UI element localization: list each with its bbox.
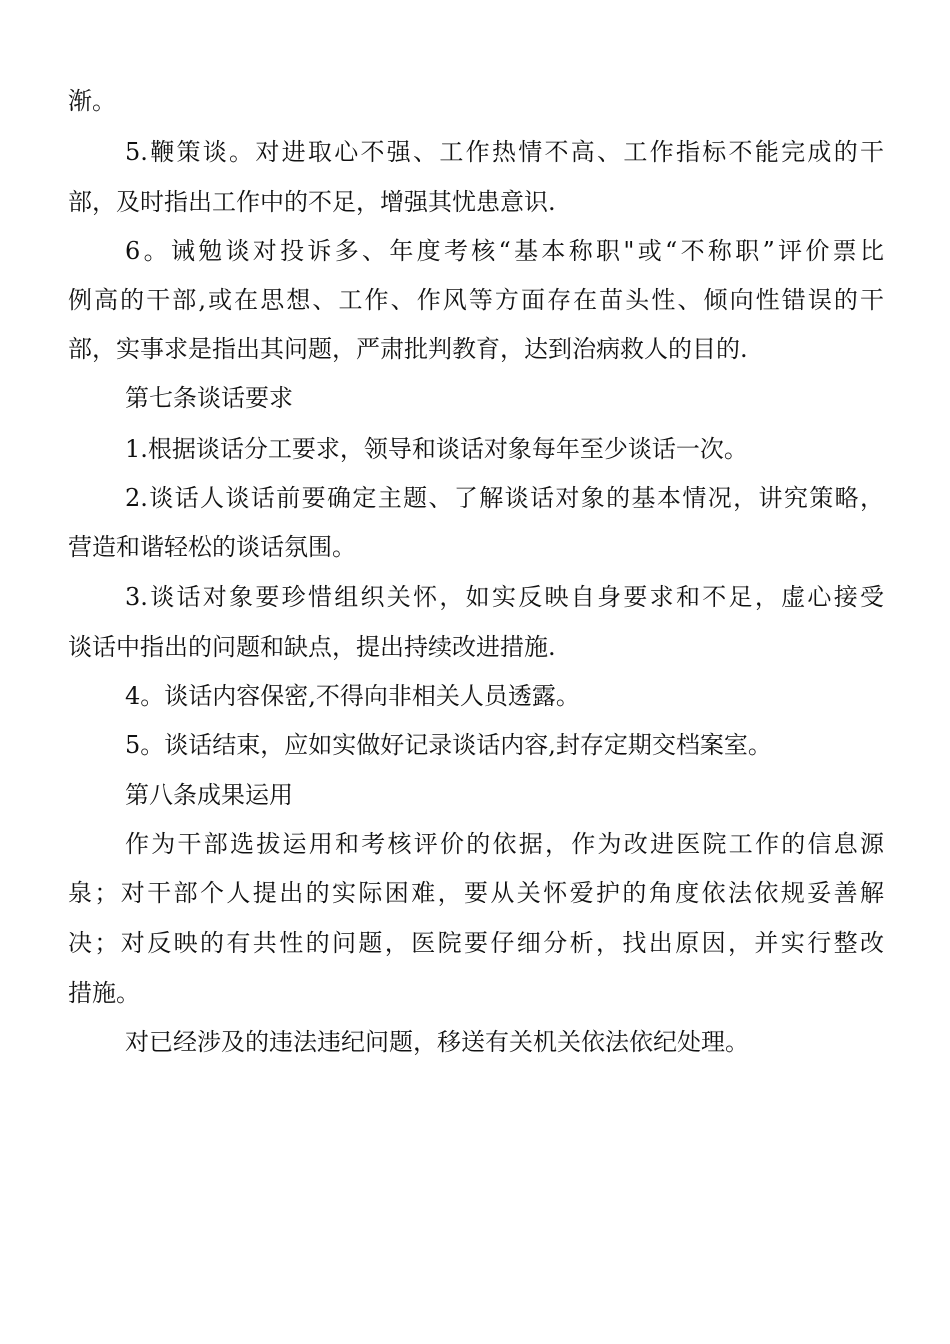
- text-line: [0, 127, 950, 177]
- line-text: 决；对反映的有共性的问题，医院要仔细分析，找出原因，并实行整改: [68, 929, 884, 957]
- line-text: 作为干部选拔运用和考核评价的依据，作为改进医院工作的信息源: [125, 830, 884, 858]
- text-line: [0, 1017, 950, 1067]
- text-line: [0, 918, 950, 968]
- text-line: [0, 177, 950, 227]
- text-line: [0, 622, 950, 672]
- heading-text: 第七条谈话要求: [125, 384, 293, 412]
- line-text: 渐。: [68, 87, 116, 115]
- text-line: [0, 324, 950, 374]
- line-text: 6。诫勉谈对投诉多、年度考核“基本称职"或“不称职”评价票比: [125, 237, 884, 265]
- line-text: 泉；对干部个人提出的实际困难，要从关怀爱护的角度依法依规妥善解: [68, 879, 884, 907]
- line-text: 措施。: [68, 979, 140, 1007]
- heading-text: 第八条成果运用: [125, 781, 293, 809]
- line-text: 谈话中指出的问题和缺点，提出持续改进措施.: [68, 633, 556, 661]
- line-text: 3.谈话对象要珍惜组织关怀，如实反映自身要求和不足，虚心接受: [125, 583, 884, 611]
- line-text: 营造和谐轻松的谈话氛围。: [68, 533, 356, 561]
- line-text: 部，实事求是指出其问题，严肃批判教育，达到治病救人的目的.: [68, 335, 748, 363]
- text-line: [0, 968, 950, 1018]
- section-heading: [0, 373, 950, 423]
- line-text: 部，及时指出工作中的不足，增强其忧患意识.: [68, 188, 556, 216]
- text-line: [0, 76, 950, 126]
- line-text: 2.谈话人谈话前要确定主题、了解谈话对象的基本情况，讲究策略，: [125, 484, 884, 512]
- line-text: 5。谈话结束，应如实做好记录谈话内容,封存定期交档案室。: [125, 731, 772, 759]
- line-text: 5.鞭策谈。对进取心不强、工作热情不高、工作指标不能完成的干: [125, 138, 884, 166]
- text-line: [0, 275, 950, 325]
- text-line: [0, 819, 950, 869]
- line-text: 对已经涉及的违法违纪问题，移送有关机关依法依纪处理。: [125, 1028, 749, 1056]
- text-line: [0, 226, 950, 276]
- text-line: [0, 424, 950, 474]
- line-text: 例高的干部,或在思想、工作、作风等方面存在苗头性、倾向性错误的干: [68, 286, 884, 314]
- text-line: [0, 868, 950, 918]
- text-line: [0, 720, 950, 770]
- line-text: 4。谈话内容保密,不得向非相关人员透露。: [125, 682, 580, 710]
- text-line: [0, 522, 950, 572]
- text-line: [0, 572, 950, 622]
- text-line: [0, 473, 950, 523]
- text-line: [0, 671, 950, 721]
- line-text: 1.根据谈话分工要求，领导和谈话对象每年至少谈话一次。: [125, 435, 748, 463]
- section-heading: [0, 770, 950, 820]
